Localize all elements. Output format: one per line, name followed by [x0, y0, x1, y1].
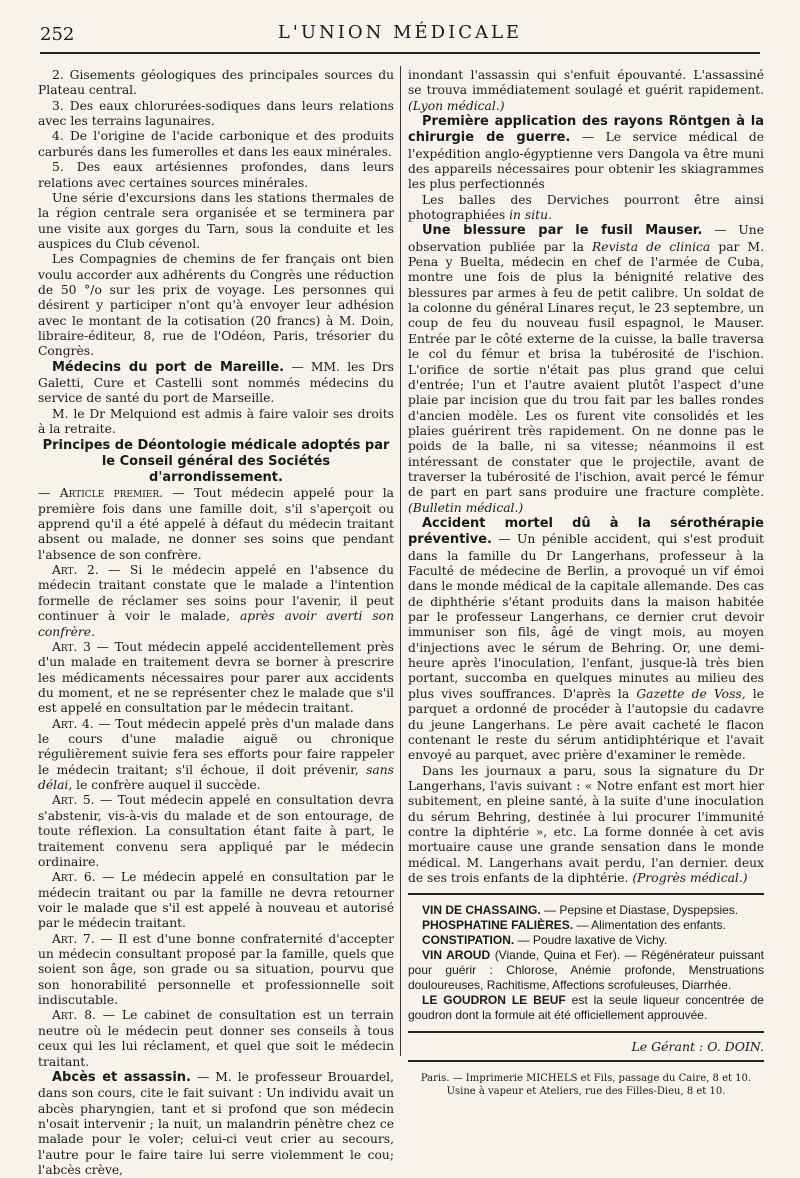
paragraph: 2. Gisements géologiques des principales sources du Plateau central.	[38, 68, 394, 98]
advertisement: CONSTIPATION. — Poudre laxative de Vichy.	[422, 932, 668, 947]
gerant-signature: Le Gérant : O. DOIN.	[408, 1031, 764, 1063]
paragraph: Les Compagnies de chemins de fer français ont bien voulu accorder aux adhérents du Congrès une réduction de 50 °/o sur les prix de voyage. Les personnes qui désirent y participer n'ont qu'à envoyer leur adhésion avec le montant de la cotisation (20 francs) à M. Doin, libraire-éditeur, 8, rue de l'Odéon, Paris, trésorier du Congrès.	[38, 252, 394, 359]
paragraph: Dans les journaux a paru, sous la signature du Dr Langerhans, l'avis suivant : « Notre enfant est mort hier subitement, en pleine santé, à la suite d'une inoculation du sérum Behring, destinée à lui procurer l'immunité contre la diphtérie », etc. La forme donnée à cet avis mortuaire cause une grande sensation dans le monde médical. M. Langerhans avait perdu, l'an dernier. deux de ses trois enfants de la diphtérie. (Progrès médical.)	[408, 763, 764, 886]
section-heading: Première application des rayons Röntgen à la chirurgie de guerre.	[408, 114, 764, 146]
article: Art. 6. — Le médecin appelé en consultation par le médecin traitant ou par la famille ne devra retourner voir le malade que s'il est appelé à nouveau et autorisé par le médecin traitant.	[38, 870, 394, 931]
advertisements	[408, 893, 764, 1023]
paragraph: 5. Des eaux artésiennes profondes, dans leurs relations avec certaines sources minérales.	[38, 160, 394, 190]
printer-imprint: Paris. — Imprimerie MICHELS et Fils, passage du Caire, 8 et 10. Usine à vapeur et Ateliers, rue des Filles-Dieu, 8 et 10.	[420, 1073, 752, 1098]
column-divider	[400, 66, 401, 1056]
section-heading: Une blessure par le fusil Mauser.	[422, 223, 703, 239]
news-item: Abcès et assassin. — M. le professeur Brouardel, dans son cours, cite le fait suivant : Un individu avait un abcès pharyngien, tant et si profond que son médecin n'osait intervenir ; la nuit, un malandrin pénètre chez ce malade pour le voler; celui-ci veut crier au secours, l'autre pour le faire taire lui serre violemment le cou; l'abcès crève,	[38, 1069, 395, 1177]
paragraph: inondant l'assassin qui s'enfuit épouvanté. L'assassiné se trouva immédiatement soulagé et guérit rapidement. (Lyon médical.)	[408, 68, 764, 113]
article: Art. 7. — Il est d'une bonne confraternité d'accepter un médecin consultant proposé par la famille, quels que soient son âge, son grade ou sa situation, pourvu que son honorabilité personnelle et professionnelle soit indiscutable.	[38, 931, 394, 1008]
right-column	[408, 68, 764, 1098]
section-heading: Principes de Déontologie médicale adoptés par le Conseil général des Sociétés d'arrondissement.	[42, 437, 390, 486]
advertisement: VIN AROUD (Viande, Quina et Fer). — Régénérateur puissant pour guérir : Chlorose, Anémie profonde, Menstruations douloureuses, Rachitisme, Affections scrofuleuses, Diarrhée.	[408, 947, 764, 992]
journal-title: L'UNION MÉDICALE	[277, 22, 523, 43]
advertisement: LE GOUDRON LE BEUF est la seule liqueur concentrée de goudron dont la formule ait été officiellement approuvée.	[408, 992, 764, 1022]
left-column	[38, 68, 394, 1178]
page-header	[40, 18, 760, 54]
paragraph: 3. Des eaux chlorurées-sodiques dans leurs relations avec les terrains lagunaires.	[38, 98, 394, 129]
paragraph: 4. De l'origine de l'acide carbonique et des produits carburés dans les fumerolles et dans les eaux minérales.	[38, 129, 394, 159]
news-item: Première application des rayons Röntgen à la chirurgie de guerre. — Le service médical de l'expédition anglo-égyptienne vers Dangola va être muni des appareils nécessaires pour obtenir les skiagrammes les plus perfectionnés	[408, 114, 765, 192]
article: Art. 8. — Le cabinet de consultation est un terrain neutre où le médecin peut donner ses conseils à tous ceux qui les lui réclament, et quel que soit le médecin traitant.	[38, 1008, 394, 1069]
section-heading-block	[38, 438, 394, 487]
article: Art. 2. — Si le médecin appelé en l'absence du médecin traitant constate que le malade a l'intention formelle de réclamer ses soins pour l'avenir, il peut continuer à voir le malade, après avoir averti son confrère.	[38, 563, 394, 639]
article: Art. 5. — Tout médecin appelé en consultation devra s'abstenir, vis-à-vis du malade et de son entourage, de toute réflexion. La consultation étant faite à part, le traitement convenu sera appliqué par le médecin ordinaire.	[38, 793, 394, 869]
article: Art. 3 — Tout médecin appelé accidentellement près d'un malade en traitement devra se borner à prescrire les médicaments nécessaires pour parer aux accidents du moment, et ne se représenter chez le malade que s'il est appelé en consultation par le médecin traitant.	[38, 639, 394, 716]
section-heading: Abcès et assassin.	[52, 1069, 191, 1085]
paragraph: Une série d'excursions dans les stations thermales de la région centrale sera organisée et se terminera par une visite aux gorges du Tarn, sous la conduite et les auspices du Club cévenol.	[38, 190, 394, 251]
paragraph: M. le Dr Melquiond est admis à faire valoir ses droits à la retraite.	[38, 406, 394, 437]
news-item: Médecins du port de Mareille. — MM. les Drs Galetti, Cure et Castelli sont nommés médecins du service de santé du port de Marseille.	[38, 359, 394, 406]
paragraph: Les balles des Derviches pourront être ainsi photographiées in situ.	[408, 192, 764, 223]
section-heading: Accident mortel dû à la sérothérapie préventive.	[408, 516, 764, 548]
advertisement: PHOSPHATINE FALIÈRES. — Alimentation des enfants.	[422, 917, 726, 932]
article: Art. 4. — Tout médecin appelé près d'un malade dans le cours d'une maladie aiguë ou chronique régulièrement suivie fera ses efforts pour faire rappeler le médecin traitant; s'il échoue, il doit prévenir, sans délai, le confrère auquel il succède.	[38, 716, 394, 793]
article: — Article premier. — Tout médecin appelé pour la première fois dans une famille doit, s'il s'aperçoit ou apprend qu'il a été appelé à défaut du médecin traitant absent ou malade, ne donner ses soins que pendant l'absence de son confrère.	[38, 486, 394, 562]
section-heading: Médecins du port de Mareille.	[52, 359, 285, 375]
news-item: Accident mortel dû à la sérothérapie préventive. — Un pénible accident, qui s'est produit dans la famille du Dr Langerhans, professeur à la Faculté de médecine de Berlin, a provoqué un vif émoi dans le monde médical de la capitale allemande. Des cas de diphthérie s'étant produits dans la maison habitée par le professeur Langerhans, ce dernier crut devoir immuniser son fils, âgé de vingt mois, au moyen d'injections avec le sérum de Behring. Or, une demi-heure après l'inoculation, l'enfant, jusque-là très bien portant, succomba en quelques minutes au milieu des plus vives souffrances. D'après la Gazette de Voss, le parquet a ordonné de procéder à l'autopsie du cadavre du jeune Langerhans. Le père avait cacheté le flacon contenant le reste du sérum antidiphtérique et l'avait envoyé au parquet, avec prière d'examiner le remède.	[408, 516, 764, 763]
advertisement: VIN DE CHASSAING. — Pepsine et Diastase, Dyspepsies.	[422, 902, 739, 917]
page-number: 252	[40, 24, 75, 45]
news-item: Une blessure par le fusil Mauser. — Une observation publiée par la Revista de clinica par M. Pena y Buelta, médecin en chef de l'armée de Cuba, montre une fois de plus la bénignité relative des blessures par armes à feu de petit calibre. Un soldat de la colonne du général Linares reçut, le 23 septembre, un coup de feu du nouveau fusil espagnol, le Mauser. Entrée par le côté externe de la cuisse, la balle traversa le col du fémur et brisa la tubérosité de l'ischion. L'orifice de sortie n'était pas plus grand que celui d'entrée; l'un et l'autre avaient plutôt l'aspect d'une plaie par incision que du trou fait par les balles rondes d'ancien modèle. Les os furent vite consolidés et les plaies guérirent très rapidement. On ne donne pas le poids de la balle, ni sa vitesse; néanmoins il est intéressant de constater que le projectile, avant de traverser la tubérosité de l'ischion, avait percé le fémur de part en part sans produire une fracture complète. (Bulletin médical.)	[408, 223, 764, 515]
